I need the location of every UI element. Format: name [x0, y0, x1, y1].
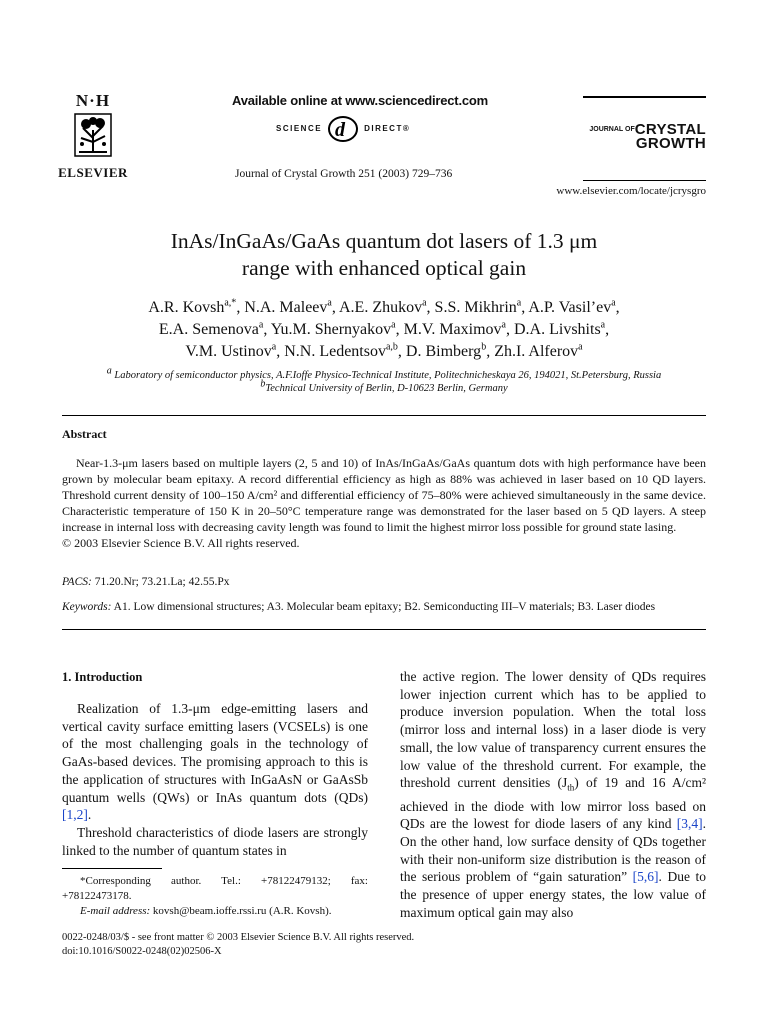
doi-line[interactable]: doi:10.1016/S0022-0248(02)02506-X — [62, 946, 222, 957]
author-name: A.R. Kovsh — [148, 299, 225, 316]
jcg-small-text: JOURNAL OF — [589, 126, 635, 133]
author-mark: a — [422, 297, 427, 309]
author-name: N.A. Maleev — [244, 299, 328, 316]
citation-link[interactable]: [1,2] — [62, 807, 88, 823]
author-name: M.V. Maximov — [403, 321, 502, 338]
author-name: D.A. Livshits — [514, 321, 601, 338]
abstract-copyright: © 2003 Elsevier Science B.V. All rights reserved. — [62, 536, 300, 550]
author-mark: a — [600, 319, 606, 331]
author-name: E.A. Semenova — [158, 321, 259, 338]
author-mark: a — [578, 341, 583, 353]
author-list — [0, 297, 768, 363]
author-name: S.S. Mikhrin — [434, 299, 517, 316]
author-name: A.P. Vasil’ev — [528, 299, 612, 316]
elsevier-tree-icon — [73, 112, 113, 158]
sciencedirect-logo — [276, 113, 410, 143]
rule-above-abstract — [62, 415, 706, 416]
nh-mark: N·H — [75, 91, 111, 110]
jcg-big-text-2: GROWTH — [635, 135, 706, 152]
affiliation-b — [0, 378, 768, 395]
journal-website-link[interactable]: www.elsevier.com/locate/jcrysgro — [556, 185, 706, 197]
corresponding-author-note: *Corresponding author. Tel.: +78122479132; fax: +78122473178. — [62, 875, 368, 902]
author-name: Yu.M. Shernyakov — [270, 321, 392, 338]
affil-mark: a — [106, 365, 112, 377]
author-line-2: E.A. Semenova$^a$, Yu.M. Shernyakov$^a$, M.V. Maximov$^a$, D.A. Livshits$^a$, — [158, 319, 610, 338]
intro-paragraph-2: Threshold characteristics of diode lasers are strongly linked to the number of quantum states in — [62, 824, 368, 858]
author-mark: b — [481, 341, 487, 353]
available-online-text: Available online at www.sciencedirect.com — [232, 93, 488, 108]
sd-right-text: DIRECT® — [364, 123, 411, 133]
affil-mark: b — [260, 378, 266, 390]
left-column-text — [62, 700, 368, 859]
author-mark: a,* — [224, 297, 237, 309]
footnote-rule — [62, 868, 162, 869]
email-address[interactable]: kovsh@beam.ioffe.rssi.ru (A.R. Kovsh). — [150, 905, 332, 917]
abstract-body — [62, 455, 706, 551]
header-rule-mid — [583, 180, 706, 181]
author-mark: a — [271, 341, 277, 353]
author-name: N.N. Ledentsov — [284, 343, 386, 360]
author-mark: a — [327, 297, 332, 309]
jcg-logo — [589, 123, 706, 151]
author-mark: a — [501, 319, 506, 331]
intro-right-paragraph — [400, 668, 706, 922]
elsevier-wordmark: ELSEVIER — [58, 165, 128, 180]
keywords-line — [62, 601, 655, 613]
text-span: . — [87, 807, 92, 823]
front-matter — [62, 931, 414, 959]
author-mark: a,b — [385, 341, 398, 353]
abstract-heading: Abstract — [62, 427, 107, 441]
pacs-line — [62, 576, 230, 588]
author-name: D. Bimberg — [405, 343, 482, 360]
author-mark: a — [611, 297, 616, 309]
author-name: V.M. Ustinov — [185, 343, 272, 360]
sd-left-text: SCIENCE — [276, 123, 323, 133]
text-span: the active region. The lower density of QDs requires lower injection current which has to be applied to produce inversion population. When the total loss (mirror loss and internal loss) in a laser diode is very small, the low value of transparency current ensures the low value of the threshold current. For example, the threshold current densities (J — [400, 669, 706, 791]
author-mark: a — [391, 319, 396, 331]
author-mark: a — [258, 319, 264, 331]
pacs-codes: 71.20.Nr; 73.21.La; 42.55.Px — [91, 576, 230, 588]
affiliation-a — [0, 365, 768, 382]
keywords-text: A1. Low dimensional structures; A3. Molecular beam epitaxy; B2. Semiconducting III–V materials; B3. Laser diodes — [111, 601, 656, 613]
subscript: th — [567, 782, 575, 793]
keywords-label: Keywords: — [62, 601, 112, 613]
email-note — [62, 904, 368, 919]
citation-link[interactable]: [5,6] — [632, 869, 659, 885]
section-heading-introduction: 1. Introduction — [62, 670, 143, 684]
author-name: A.E. Zhukov — [338, 299, 423, 316]
title-line-1: InAs/InGaAs/GaAs quantum dot lasers of 1.3 μm — [170, 229, 598, 253]
citation-link[interactable]: [3,4] — [676, 816, 703, 832]
footnote — [62, 874, 368, 919]
affiliations — [0, 365, 768, 395]
jcg-big-text-1: CRYSTAL — [634, 121, 706, 138]
email-label: E-mail address: — [80, 905, 151, 917]
author-line-1: A.R. Kovsh$^{a,*}$, N.A. Maleev$^a$, A.E. Zhukov$^a$, S.S. Mikhrin$^a$, A.P. $Vasil’ev^a$, — [148, 297, 620, 316]
elsevier-logo — [54, 92, 132, 184]
svg-text:d: d — [335, 119, 347, 141]
affil-text: Technical University of Berlin, D-10623 Berlin, Germany — [265, 383, 508, 394]
title-line-2: range with enhanced optical gain — [241, 256, 527, 280]
author-mark: a — [516, 297, 522, 309]
affil-text: Laboratory of semiconductor physics, A.F.Ioffe Physico-Technical Institute, Politechnicheskaya 26, 194021, St.Petersburg, Russia — [114, 370, 662, 381]
right-column-text — [400, 668, 706, 922]
text-span: Realization of 1.3-μm edge-emitting lasers and vertical cavity surface emitting lasers (VCSELs) is one of the most challenging goals in the technology of GaAs-based devices. The promising approach to this is the application of structures with InGaAsN or GaAsSb quantum wells (QWs) or InAs quantum dots (QDs) — [62, 701, 368, 805]
author-line-3: V.M. Ustinov$^a$, N.N. Ledentsov$^{a,b}$, D. Bimberg$^b$, Zh.I. Alferov$^a$ — [185, 341, 583, 360]
sciencedirect-d-icon — [326, 113, 360, 143]
header-rule-top — [583, 96, 706, 98]
paper-title — [0, 228, 768, 282]
front-matter-line-1: 0022-0248/03/$ - see front matter © 2003 Elsevier Science B.V. All rights reserved. — [62, 932, 415, 943]
author-name: Zh.I. Alferov — [494, 343, 579, 360]
rule-below-keywords — [62, 629, 706, 630]
intro-paragraph-1 — [62, 700, 368, 824]
pacs-label: PACS: — [62, 576, 92, 588]
journal-citation: Journal of Crystal Growth 251 (2003) 729–736 — [235, 168, 453, 180]
abstract-text: Near-1.3-μm lasers based on multiple layers (2, 5 and 10) of InAs/InGaAs/GaAs quantum dots with high performance have been grown by molecular beam epitaxy. A record differential efficiency as high as 88% was achieved in laser based on 10 QD layers. Threshold current density of 100–150 A/cm² and differential efficiency of 75–80% were achieved simultaneously in the same device. Characteristic temperature of 150 K in 20–50°C temperature range was demonstrated for the laser based on 5 QD layers. A steep increase in internal loss with decreasing cavity length was found to limit the highest mirror loss possible for ground state lasing. — [62, 456, 706, 534]
text-span: ) of 19 and 16 A/cm² achieved in the diode with low mirror loss based on QDs are the lowest for diode lasers of any kind — [400, 775, 707, 832]
text-span: . Due to the presence of upper energy states, the low value of maximum optical gain may also — [400, 869, 706, 920]
text-span: . On the other hand, low surface density of QDs together with their non-uniform size distribution is the reason of the serious problem of “gain saturation” — [400, 816, 706, 885]
